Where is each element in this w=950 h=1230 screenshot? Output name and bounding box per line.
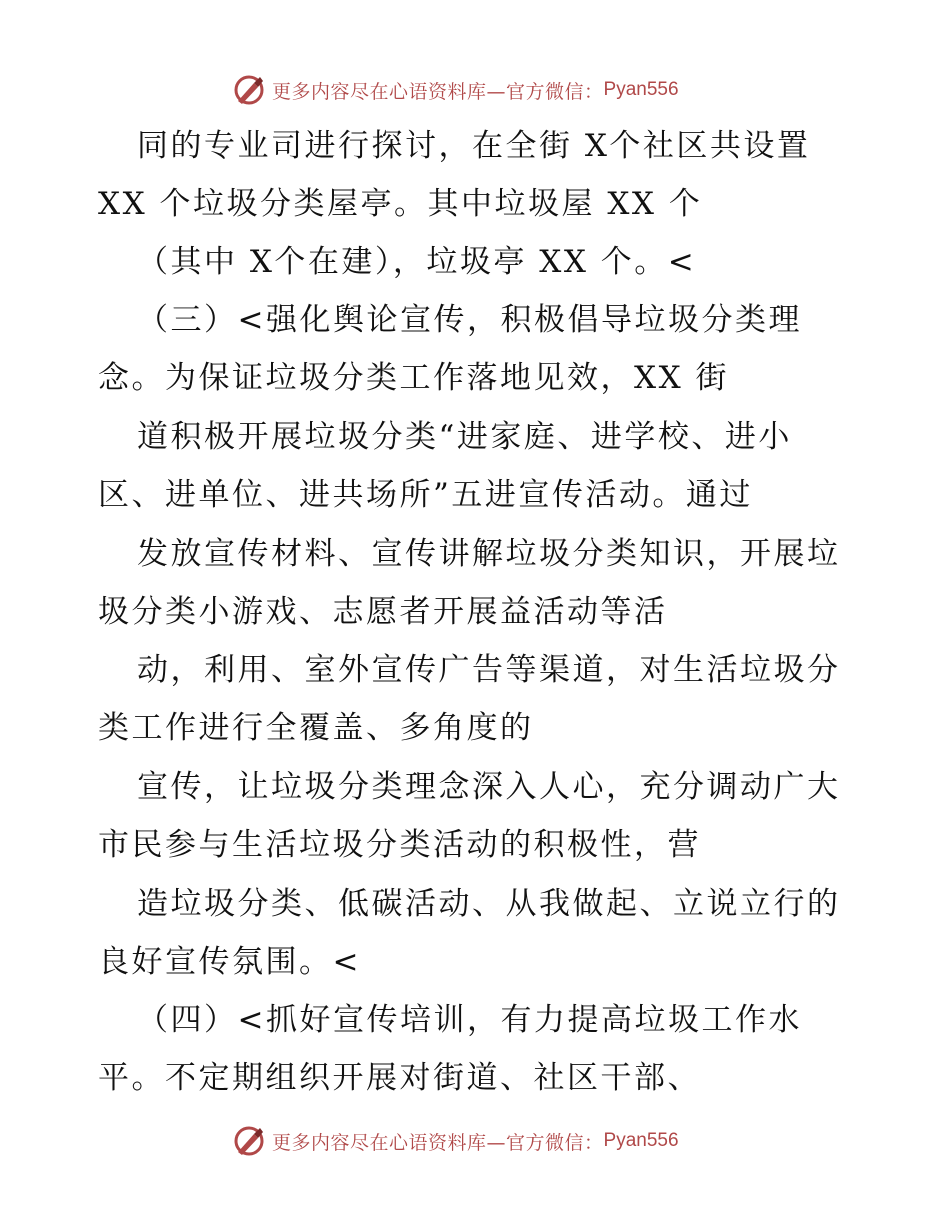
body-line: （四）<抓好宣传培训，有力提高垃圾工作水 <box>137 1002 802 1038</box>
body-line: 良好宣传氛围。< <box>98 944 361 980</box>
body-line: 动，利用、室外宣传广告等渠道，对生活垃圾分 <box>137 652 841 688</box>
body-line: 造垃圾分类、低碳活动、从我做起、立说立行的 <box>137 886 841 922</box>
pen-logo-icon <box>232 1124 266 1158</box>
body-line: （其中 X个在建），垃圾亭 XX 个。< <box>137 244 697 280</box>
body-line: 念。为保证垃圾分类工作落地见效，XX 街 <box>98 360 729 396</box>
watermark-text: 更多内容尽在心语资料库—官方微信： <box>272 80 604 103</box>
body-line: XX 个垃圾分类屋亭。其中垃圾屋 XX 个 <box>98 186 703 222</box>
body-line: 市民参与生活垃圾分类活动的积极性，营 <box>98 827 701 863</box>
body-line: 圾分类小游戏、志愿者开展益活动等活 <box>98 594 668 630</box>
body-line: （三）<强化舆论宣传，积极倡导垃圾分类理 <box>137 302 802 338</box>
body-line: 类工作进行全覆盖、多角度的 <box>98 710 534 746</box>
watermark-text: 更多内容尽在心语资料库—官方微信： <box>272 1131 604 1154</box>
header-watermark <box>232 72 679 108</box>
footer-watermark <box>232 1123 679 1159</box>
body-line: 宣传，让垃圾分类理念深入人心，充分调动广大 <box>137 769 841 805</box>
watermark-wechat-id: Pyan556 <box>603 79 679 100</box>
body-line: 区、进单位、进共场所”五进宣传活动。通过 <box>98 477 753 513</box>
body-line: 发放宣传材料、宣传讲解垃圾分类知识，开展垃 <box>137 536 841 572</box>
body-line: 平。不定期组织开展对街道、社区干部、 <box>98 1060 701 1096</box>
pen-logo-icon <box>232 73 266 107</box>
body-line: 道积极开展垃圾分类“进家庭、进学校、进小 <box>137 419 792 455</box>
body-line: 同的专业司进行探讨，在全街 X个社区共设置 <box>137 128 811 164</box>
watermark-wechat-id: Pyan556 <box>603 1130 679 1151</box>
